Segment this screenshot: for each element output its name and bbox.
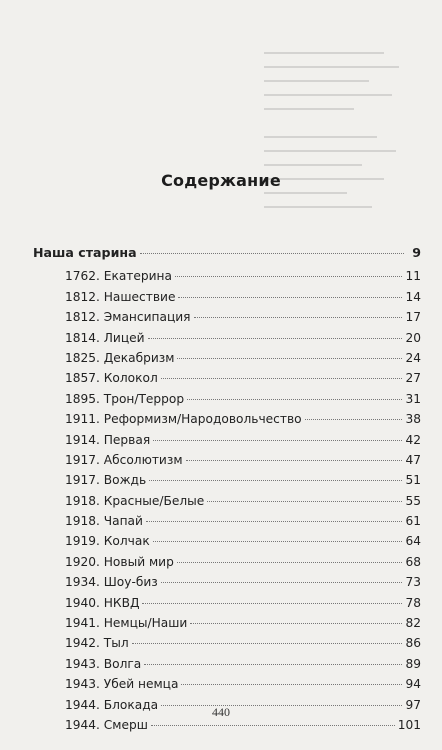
toc-entry-page: 51: [405, 473, 421, 488]
toc-entry-label: 1918. Красные/Белые: [65, 493, 205, 508]
toc-entry-page: 17: [405, 310, 421, 325]
toc-entry-page: 64: [405, 534, 421, 549]
toc-entry-label: 1762. Екатерина: [65, 269, 172, 284]
dot-leader: [187, 399, 402, 400]
dot-leader: [148, 338, 403, 339]
toc-entry-page: 89: [405, 656, 421, 671]
toc-entry-page: 47: [405, 452, 421, 467]
dot-leader: [142, 603, 402, 604]
toc-entry[interactable]: [33, 389, 421, 409]
toc-entry-label: 1825. Декабризм: [65, 350, 175, 365]
dot-leader: [161, 582, 403, 583]
toc-entry-page: 24: [405, 350, 421, 365]
toc-entry[interactable]: [33, 266, 421, 286]
toc-entry-page: 86: [405, 636, 421, 651]
dot-leader: [177, 562, 403, 563]
dot-leader: [194, 317, 403, 318]
dot-leader: [207, 501, 402, 502]
toc-entry-label: 1942. Тыл: [65, 636, 129, 651]
bleed-through-text: [264, 52, 414, 232]
dot-leader: [305, 419, 403, 420]
toc-entry-page: 20: [405, 330, 421, 345]
dot-leader: [161, 378, 403, 379]
toc-entry[interactable]: [33, 572, 421, 592]
dot-leader: [186, 460, 403, 461]
toc-entry-label: 1918. Чапай: [65, 514, 143, 529]
toc-entry[interactable]: [33, 450, 421, 470]
toc-entry-page: 97: [405, 697, 421, 712]
toc-entry-label: 1914. Первая: [65, 432, 151, 447]
toc-entry-label: 1943. Волга: [65, 656, 142, 671]
toc-entry-page: 11: [405, 269, 421, 284]
dot-leader: [144, 664, 402, 665]
toc-entry-page: 14: [405, 289, 421, 304]
toc-entry[interactable]: [33, 307, 421, 327]
toc-entry-page: 55: [405, 493, 421, 508]
toc-entry[interactable]: [33, 287, 421, 307]
toc-entry[interactable]: [33, 613, 421, 633]
dot-leader: [175, 276, 402, 277]
toc-entry-label: 1857. Колокол: [65, 371, 158, 386]
toc-entry-label: 1944. Блокада: [65, 697, 159, 712]
toc-entry-label: 1920. Новый мир: [65, 554, 174, 569]
dot-leader: [149, 480, 402, 481]
toc-entry-page: 61: [405, 514, 421, 529]
toc-entry-label: 1812. Эмансипация: [65, 310, 191, 325]
toc-entry-label: 1919. Колчак: [65, 534, 150, 549]
toc-entry-page: 94: [405, 677, 421, 692]
page-title: Содержание: [161, 171, 281, 190]
toc-entry-label: 1917. Абсолютизм: [65, 452, 183, 467]
toc-entry-label: 1943. Убей немца: [65, 677, 179, 692]
dot-leader: [153, 440, 402, 441]
toc-entry-page: 68: [405, 554, 421, 569]
dot-leader: [132, 643, 403, 644]
dot-leader: [178, 297, 402, 298]
dot-leader: [190, 623, 402, 624]
toc-entry[interactable]: [33, 491, 421, 511]
toc-entry-label: 1917. Вождь: [65, 473, 147, 488]
toc-entry[interactable]: [33, 470, 421, 490]
toc-entry[interactable]: [33, 409, 421, 429]
toc-entry-label: 1934. Шоу-биз: [65, 575, 158, 590]
toc-entry[interactable]: [33, 531, 421, 551]
toc-entry-page: 31: [405, 391, 421, 406]
toc-entry[interactable]: [33, 511, 421, 531]
toc-entry[interactable]: [33, 633, 421, 653]
toc-entry[interactable]: [33, 430, 421, 450]
toc-entry-page: 82: [405, 616, 421, 631]
toc-entry[interactable]: [33, 552, 421, 572]
dot-leader: [153, 541, 403, 542]
toc-entry[interactable]: [33, 368, 421, 388]
page-number: 440: [212, 705, 230, 719]
dot-leader: [146, 521, 403, 522]
toc-entry-page: 73: [405, 575, 421, 590]
dot-leader: [140, 253, 404, 254]
table-of-contents: [33, 243, 421, 735]
toc-entry-label: 1812. Нашествие: [65, 289, 176, 304]
toc-entry[interactable]: [33, 593, 421, 613]
toc-entry-page: 38: [405, 412, 421, 427]
toc-entry[interactable]: [33, 654, 421, 674]
toc-section[interactable]: [33, 243, 421, 263]
dot-leader: [181, 684, 402, 685]
toc-entry-label: 1940. НКВД: [65, 595, 140, 610]
toc-entry-page: 42: [405, 432, 421, 447]
toc-entry[interactable]: [33, 674, 421, 694]
toc-entry-page: 78: [405, 595, 421, 610]
dot-leader: [177, 358, 402, 359]
toc-section-label: Наша старина: [33, 245, 137, 260]
toc-entry-label: 1895. Трон/Террор: [65, 391, 185, 406]
toc-entry[interactable]: [33, 328, 421, 348]
toc-entry-page: 101: [397, 717, 421, 732]
dot-leader: [151, 725, 395, 726]
toc-entry[interactable]: [33, 348, 421, 368]
toc-entry-label: 1911. Реформизм/Народовольчество: [65, 412, 302, 427]
toc-entry-label: 1814. Лицей: [65, 330, 145, 345]
toc-entry-label: 1941. Немцы/Наши: [65, 616, 188, 631]
toc-section-page: 9: [412, 245, 421, 260]
toc-entry-page: 27: [405, 371, 421, 386]
toc-entry-label: 1944. Смерш: [65, 717, 148, 732]
